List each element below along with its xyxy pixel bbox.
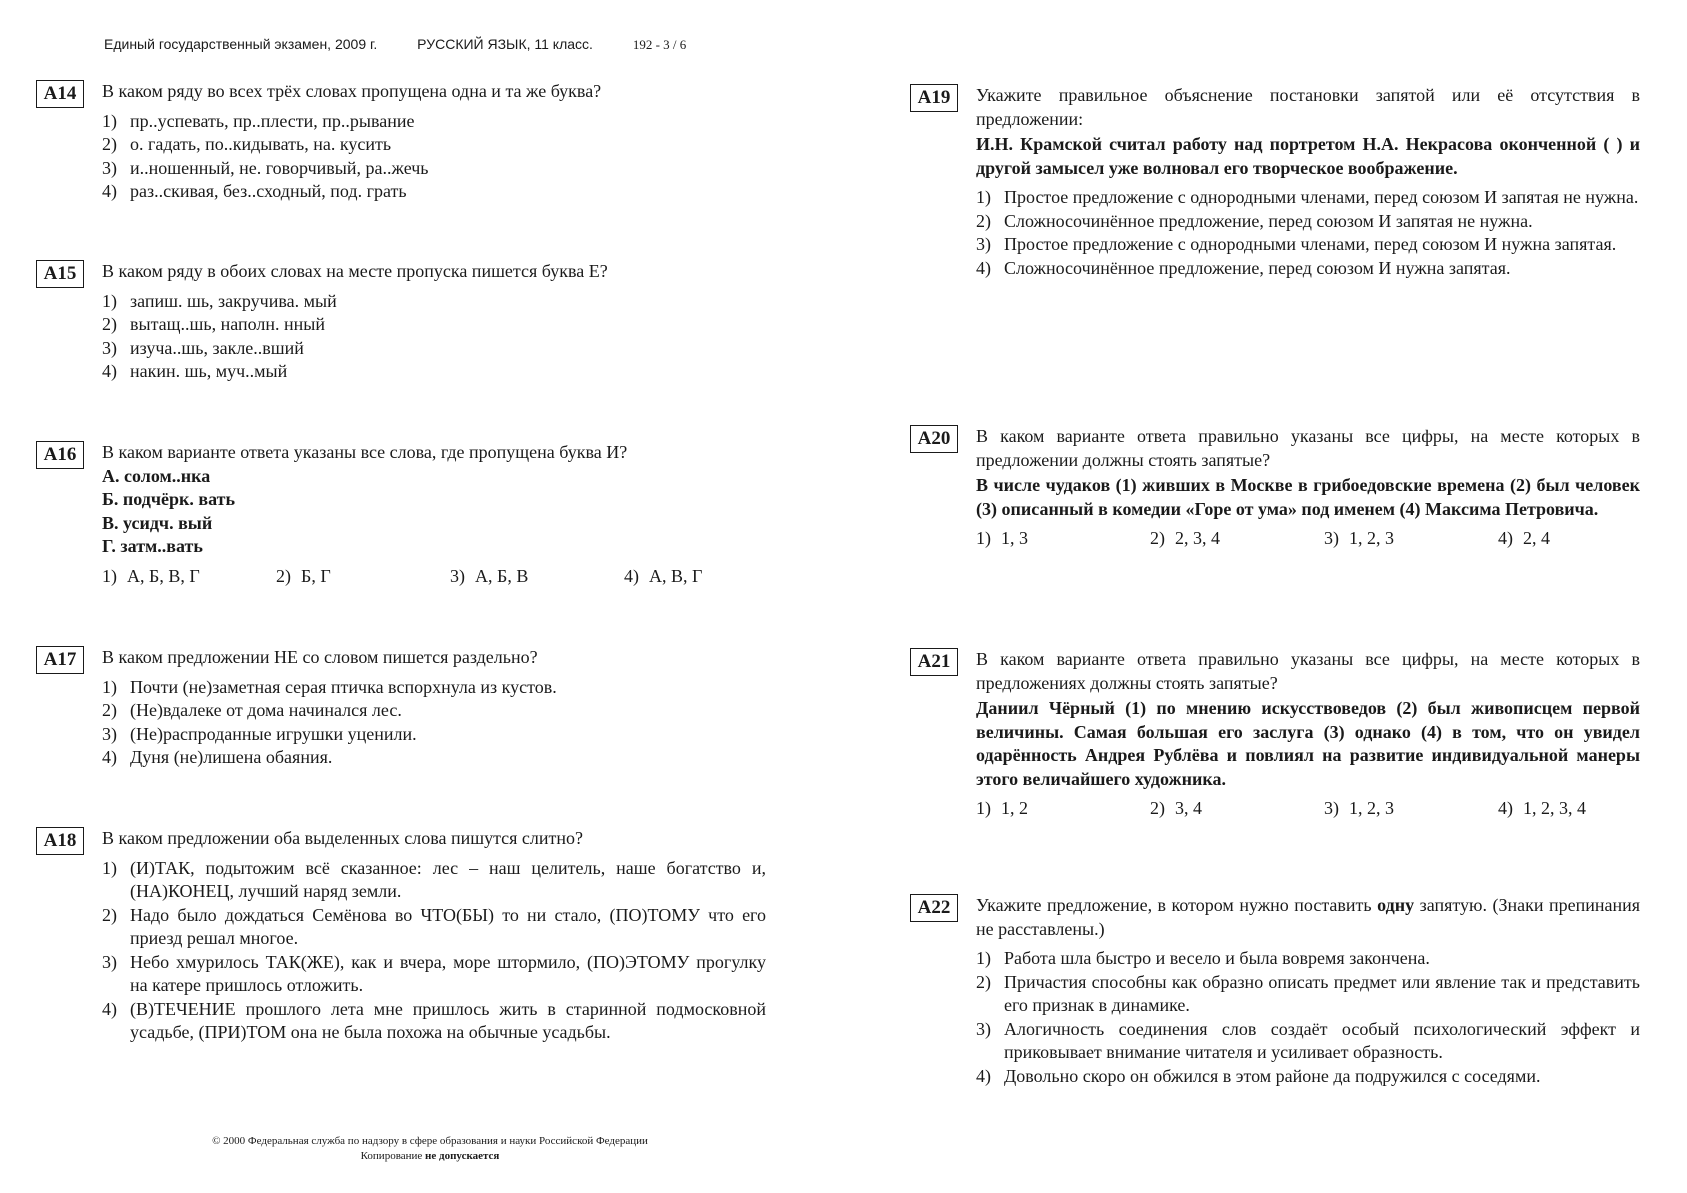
answer-option[interactable]: 1) Почти (не)заметная серая птичка вспорхнула из кустов. [102, 676, 557, 697]
task-label: A22 [910, 894, 958, 922]
page-number: 192 - 3 / 6 [632, 37, 687, 52]
answer-option[interactable]: 2) Б, Г [276, 565, 331, 586]
page-footer [160, 1134, 700, 1164]
answer-options [102, 676, 766, 770]
answer-option[interactable]: 4) Довольно скоро он обжился в этом районе да подружился с соседями. [976, 1065, 1541, 1086]
answer-option[interactable]: 3) 1, 2, 3 [1324, 798, 1394, 818]
answer-option[interactable]: 1) 1, 3 [976, 528, 1028, 548]
answer-options [976, 186, 1640, 280]
answer-option[interactable]: 2) Сложносочинённое предложение, перед союзом И запятая не нужна. [976, 210, 1533, 231]
answer-options [976, 527, 1640, 551]
answer-option[interactable]: 1) Работа шла быстро и весело и была вовремя закончена. [976, 948, 1430, 968]
task-question: В каком варианте ответа правильно указаны все цифры, на месте которых в предложениях должны стоять запятые? [976, 649, 1640, 693]
answer-option[interactable]: 1) А, Б, В, Г [102, 565, 200, 586]
task-question: В каком варианте ответа указаны все слова, где пропущена буква И? [102, 442, 628, 462]
answer-option[interactable]: 4) А, В, Г [624, 565, 703, 586]
task-sentence: И.Н. Крамской считал работу над портретом Н.А. Некрасова оконченной ( ) и другой замысел уже волновал его творческое воображение. [976, 134, 1640, 178]
task-label: A17 [36, 646, 84, 674]
answer-option[interactable]: 4) Сложносочинённое предложение, перед союзом И нужна запятая. [976, 257, 1511, 278]
answer-option[interactable]: 2) о. гадать, по..кидывать, на. кусить [102, 134, 392, 154]
answer-options [102, 290, 766, 384]
task-label: A15 [36, 260, 84, 288]
answer-option[interactable]: 4) Дуня (не)лишена обаяния. [102, 747, 333, 767]
answer-option[interactable]: 2) Причастия способны как образно описать предмет или явление так и представить его признак в динамике. [976, 971, 1640, 1015]
task-question: В каком ряду в обоих словах на месте пропуска пишется буква Е? [102, 261, 608, 281]
answer-option[interactable]: 3) Простое предложение с однородными членами, перед союзом И нужна запятая. [976, 234, 1617, 254]
answer-option[interactable]: 3) изуча..шь, закле..вший [102, 337, 304, 358]
answer-option[interactable]: 3) Небо хмурилось ТАК(ЖЕ), как и вчера, море штормило, (ПО)ЭТОМУ прогулку на катере пришлось отложить. [102, 951, 766, 995]
answer-option[interactable]: 3) (Не)распроданные игрушки уценили. [102, 723, 417, 744]
answer-option[interactable]: 1) 1, 2 [976, 798, 1028, 818]
answer-option[interactable]: 2) 2, 3, 4 [1150, 528, 1220, 548]
task-question: В каком варианте ответа правильно указаны все цифры, на месте которых в предложении должны стоять запятые? [976, 426, 1640, 470]
page-header [104, 36, 722, 53]
answer-option[interactable]: 4) накин. шь, муч..мый [102, 361, 288, 381]
exam-title: Единый государственный экзамен, 2009 г. [104, 36, 378, 52]
answer-options [102, 110, 766, 204]
word-item: Б. подчёрк. вать [102, 489, 235, 509]
answer-options [102, 565, 766, 589]
answer-option[interactable]: 1) (И)ТАК, подытожим всё сказанное: лес – наш целитель, наше богатство и, (НА)КОНЕЦ, лучший наряд земли. [102, 857, 766, 901]
answer-option[interactable]: 2) 3, 4 [1150, 798, 1202, 818]
task-label: A20 [910, 425, 958, 453]
answer-options [976, 797, 1640, 821]
task-label: A18 [36, 827, 84, 855]
task-question: В каком предложении НЕ со словом пишется раздельно? [102, 647, 538, 667]
answer-option[interactable]: 2) Надо было дождаться Семёнова во ЧТО(БЫ) то ни стало, (ПО)ТОМУ что его приезд решал многое. [102, 904, 766, 948]
copy-notice: Копирование не допускается [360, 1150, 500, 1162]
answer-option[interactable]: 1) пр..успевать, пр..плести, пр..рывание [102, 110, 415, 131]
answer-option[interactable]: 4) 2, 4 [1498, 528, 1550, 548]
task-sentence: Даниил Чёрный (1) по мнению искусствоведов (2) был живописцем первой величины. Самая большая его заслуга (3) однако (4) в том, что он увидел одарённость Андрея Рублёва и повлиял на развитие индивидуальной манеры этого величайшего художника. [976, 698, 1640, 789]
task-question: В каком ряду во всех трёх словах пропущена одна и та же буква? [102, 81, 602, 101]
answer-option[interactable]: 2) вытащ..шь, наполн. нный [102, 314, 325, 334]
task-question: Укажите предложение, в котором нужно поставить одну запятую. (Знаки препинания не расставлены.) [976, 895, 1641, 939]
answer-option[interactable]: 3) 1, 2, 3 [1324, 528, 1394, 548]
subject-title: РУССКИЙ ЯЗЫК, 11 класс. [417, 36, 593, 52]
answer-option[interactable]: 4) раз..скивая, без..сходный, под. грать [102, 181, 407, 201]
task-label: A14 [36, 80, 84, 108]
answer-option[interactable]: 4) 1, 2, 3, 4 [1498, 798, 1586, 818]
word-list [102, 465, 766, 559]
word-item: В. усидч. вый [102, 512, 213, 533]
answer-option[interactable]: 1) Простое предложение с однородными членами, перед союзом И запятая не нужна. [976, 187, 1639, 207]
answer-option[interactable]: 1) запиш. шь, закручива. мый [102, 290, 337, 311]
copyright-line: © 2000 Федеральная служба по надзору в сфере образования и науки Российской Федерации [212, 1135, 648, 1147]
answer-option[interactable]: 3) Алогичность соединения слов создаёт особый психологический эффект и приковывает внимание читателя и усиливает образность. [976, 1018, 1640, 1062]
answer-options [976, 947, 1640, 1088]
answer-option[interactable]: 2) (Не)вдалеке от дома начинался лес. [102, 700, 402, 720]
answer-options [102, 857, 766, 1045]
answer-option[interactable]: 4) (В)ТЕЧЕНИЕ прошлого лета мне пришлось жить в старинной подмосковной усадьбе, (ПРИ)ТОМ она не была похожа на обычные усадьбы. [102, 998, 766, 1042]
task-label: A21 [910, 648, 958, 676]
task-question: Укажите правильное объяснение постановки запятой или её отсутствия в предложении: [976, 85, 1640, 129]
task-sentence: В числе чудаков (1) живших в Москве в грибоедовские времена (2) был человек (3) описанный в комедии «Горе от ума» под именем (4) Максима Петровича. [976, 475, 1640, 519]
word-item: А. солом..нка [102, 465, 211, 486]
task-question: В каком предложении оба выделенных слова пишутся слитно? [102, 828, 584, 848]
task-label: A16 [36, 441, 84, 469]
answer-option[interactable]: 3) А, Б, В [450, 565, 529, 586]
task-label: A19 [910, 84, 958, 112]
word-item: Г. затм..вать [102, 536, 203, 556]
answer-option[interactable]: 3) и..ношенный, не. говорчивый, ра..жечь [102, 157, 429, 178]
